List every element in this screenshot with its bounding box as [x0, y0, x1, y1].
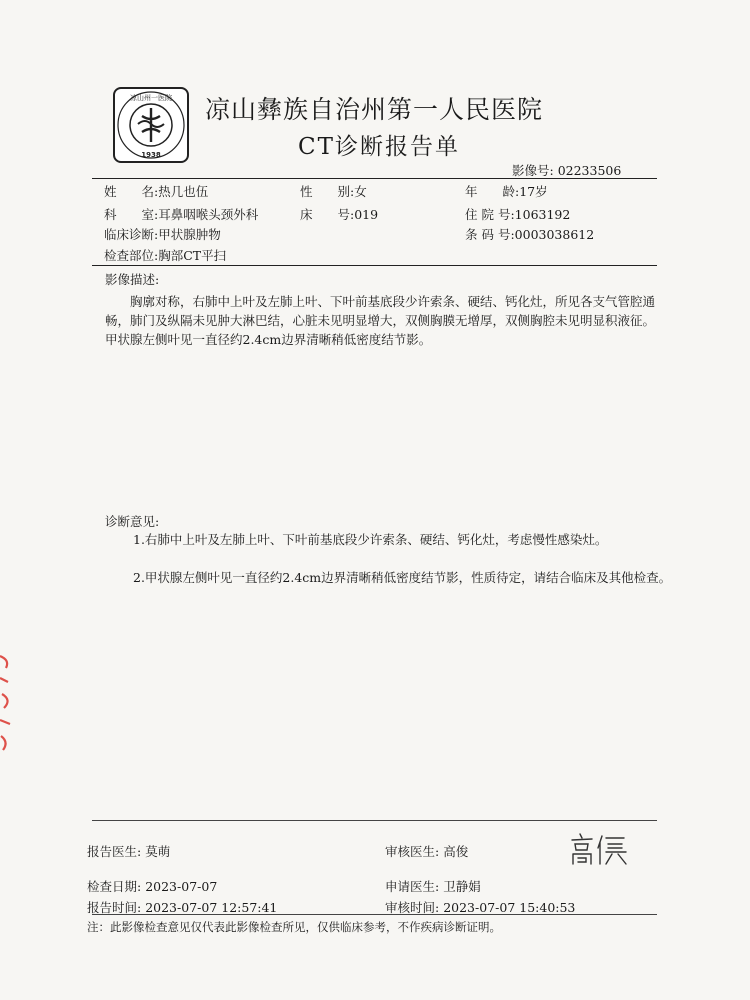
image-number-label: 影像号: — [512, 163, 554, 178]
field-value: 甲状腺肿物 — [158, 227, 221, 242]
field-value: 莫萌 — [145, 844, 171, 859]
findings-heading: 影像描述: — [105, 272, 160, 287]
field-value: 019 — [354, 207, 379, 222]
hospital-name: 凉山彝族自治州第一人民医院 — [205, 95, 544, 124]
logo-text: 凉山州一医院 — [130, 94, 172, 102]
impression-item — [105, 530, 693, 549]
field-label: 姓 名: — [104, 184, 159, 199]
report-title: CT诊断报告单 — [298, 134, 460, 160]
field-sex — [300, 182, 367, 200]
field-value: 胸部CT平扫 — [158, 248, 227, 263]
handwritten-signature — [568, 828, 630, 868]
request-doctor — [385, 877, 481, 895]
field-label: 年 龄: — [465, 184, 520, 199]
image-number — [512, 161, 621, 179]
field-department — [104, 205, 258, 223]
field-label: 检查部位: — [104, 248, 159, 263]
divider — [92, 914, 657, 915]
field-label: 性 别: — [300, 184, 355, 199]
field-name — [104, 182, 208, 200]
field-label: 临床诊断: — [104, 227, 159, 242]
exam-date — [87, 877, 217, 895]
field-value: 17岁 — [519, 184, 548, 199]
field-label: 住 院 号: — [465, 207, 515, 222]
field-label: 报告医生: — [87, 844, 142, 859]
field-label: 检查日期: — [87, 879, 142, 894]
impression-heading: 诊断意见: — [105, 514, 160, 529]
findings-text: 胸廓对称，右肺中上叶及左肺上叶、下叶前基底段少许索条、硬结、钙化灶，所见各支气管腔通畅，肺门及纵隔未见肿大淋巴结，心脏未见明显增大，双侧胸膜无增厚，双侧胸腔未见明显积液征。甲状腺左侧叶见一直径约2.4cm边界清晰稍低密度结节影。 — [105, 294, 656, 347]
field-label: 审核医生: — [385, 844, 440, 859]
field-exam-part — [104, 246, 226, 264]
field-value: 2023-07-07 — [145, 879, 218, 894]
field-label: 审核时间: — [385, 900, 440, 915]
field-value: 1063192 — [514, 207, 571, 222]
divider — [92, 820, 657, 821]
field-label: 申请医生: — [385, 879, 440, 894]
field-barcode — [465, 225, 594, 243]
field-value: 卫静娟 — [443, 879, 481, 894]
impression-item-text: 1.右肺中上叶及左肺上叶、下叶前基底段少许索条、硬结、钙化灶，考虑慢性感染灶。 — [133, 532, 608, 547]
field-value: 2023-07-07 12:57:41 — [145, 900, 278, 915]
impression-item-text: 2.甲状腺左侧叶见一直径约2.4cm边界清晰稍低密度结节影，性质待定，请结合临床及其他检查。 — [133, 570, 672, 585]
field-age — [465, 182, 548, 200]
field-label: 条 码 号: — [465, 227, 515, 242]
report-doctor — [87, 842, 170, 860]
impression-item — [105, 568, 693, 587]
hospital-logo-icon — [112, 86, 190, 164]
field-value: 耳鼻咽喉头颈外科 — [158, 207, 259, 222]
field-value: 热几也伍 — [158, 184, 209, 199]
red-stamp-fragment — [0, 648, 18, 758]
field-value: 2023-07-07 15:40:53 — [443, 900, 576, 915]
field-label: 报告时间: — [87, 900, 142, 915]
field-inpatient-no — [465, 205, 570, 223]
image-number-value: 02233506 — [557, 163, 622, 178]
review-doctor — [385, 842, 468, 860]
field-label: 科 室: — [104, 207, 159, 222]
field-value: 高俊 — [443, 844, 469, 859]
field-value: 0003038612 — [514, 227, 595, 242]
field-value: 女 — [354, 184, 367, 199]
logo-year: 1938 — [141, 151, 161, 159]
field-clinical-diagnosis — [104, 225, 221, 243]
divider — [92, 265, 657, 266]
disclaimer-note: 注：此影像检查意见仅代表此影像检查所见，仅供临床参考，不作疾病诊断证明。 — [87, 920, 501, 934]
field-bed — [300, 205, 378, 223]
field-label: 床 号: — [300, 207, 355, 222]
divider — [92, 178, 657, 179]
